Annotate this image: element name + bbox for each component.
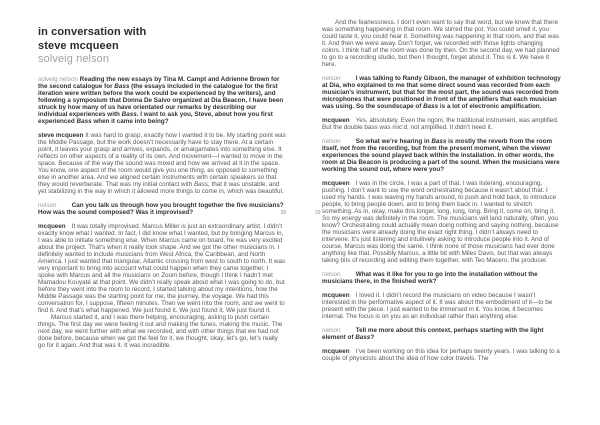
paragraph-text: It was hard to grasp, exactly how I wanted it to be. My starting point was the Middle Passage, but the work doesn’t necessarily have to stay there. At a certain point, it leaves your grasp and arrives, expands, or amalgamates into something else. It reflects on other aspects of a reality of its own. And movement—I wanted to move in the space. Because of the way the sound was mixed and how we arrived at it in the space. You know, one aspect of the room would give you one thing, as opposed to something else in another area. And we aligned certain instruments with certain speakers so that they would reverberate. That was my initial contact with Bass, that it was unstable, and yet stabilizing in the way in which it allowed more things to come in, which was beautiful. bbox=[38, 131, 286, 195]
speaker-label: mcqueen bbox=[322, 292, 350, 299]
interviewee-paragraph-continued bbox=[38, 314, 286, 349]
paragraph-text: I was in the circle, I was a part of that. I was listening, encouraging, pushing. I don’t want to use the word orchestrating because it wasn’t about that. I used my hands. I was waving my hands around, to push and hold back, to introduce people, to bring people down, and to bring them back in. I wanted to stretch something. As in, okay, make this longer, long, long, long. Bring it, come on, bring it. So my energy was definitely in the room. The musicians will land naturally, often, you know? Orchestrating could actually mean doing nothing and saying nothing, because the musicians were already doing the exact right thing. I didn’t always need to intervene. It’s just listening and intuitively asking to introduce people into it. And of course, Marcus was doing the same. I think none of those musicians had ever done anything like that. Possibly Marcus, a little bit with Miles Davis, but that was always taking bits of recording and editing them together, with Teo Macero, the producer. bbox=[322, 180, 559, 264]
speaker-label: mcqueen bbox=[322, 117, 350, 124]
interviewer-paragraph bbox=[322, 327, 562, 341]
interviewee-paragraph bbox=[322, 117, 562, 131]
article-title-line2: steve mcqueen bbox=[38, 39, 119, 52]
left-page-text bbox=[38, 76, 286, 349]
speaker-label: solveig nelson bbox=[38, 75, 78, 83]
speaker-label: mcqueen bbox=[322, 348, 350, 355]
interviewee-paragraph-continued bbox=[322, 19, 562, 68]
interviewee-paragraph bbox=[38, 223, 286, 314]
left-page-column bbox=[38, 26, 286, 356]
interviewee-paragraph bbox=[322, 180, 562, 264]
speaker-label: mcqueen bbox=[38, 222, 66, 230]
right-page-text bbox=[322, 19, 562, 362]
paragraph-text: So what we’re hearing in Bass is mostly the reverb from the room itself, not from the recording, but from the present moment, when the viewer experiences the sound played back within the installation. In other words, the room at Dia Beacon is producing a part of the sound. When the musicians were working the sound out, where were you? bbox=[322, 138, 560, 173]
interviewer-paragraph bbox=[322, 138, 562, 173]
page-number-right: 29 bbox=[315, 210, 321, 216]
speaker-label: nelson bbox=[38, 201, 57, 209]
article-title bbox=[38, 26, 286, 53]
interviewer-paragraph bbox=[322, 271, 562, 285]
article-title-line1: in conversation with bbox=[38, 26, 147, 38]
interviewer-paragraph bbox=[322, 75, 562, 110]
paragraph-text: It was totally improvised. Marcus Miller is just an extraordinary artist. I didn’t exactly know what I wanted. In fact, I did know what I wanted, but by bringing Marcus in, I was able to initiate something else. When Marcus came on board, he was very excited about the project. That’s when it really took shape. And we got the other musicians in. I definitely wanted to include musicians from West Africa, the Caribbean, and North America. I just wanted that triangular, Atlantic crossing from west to south to north. It was very important to bring into account what could happen when they came together. I spoke with Marcus and all the musicians on Zoom before, though I think I hadn’t met Mamadou Kouyaté at that point. We didn’t really speak about what I was going to do, but before they went into the room to record, I started talking about my intentions, how the Middle Passage was the starting point for me, the journey, the voyage. We had this conversation for, I suppose, fifteen minutes. Then we went into the room, and we went to find it. And that’s what happened. We just found it. We just found it. We just found it. bbox=[38, 222, 286, 314]
paragraph-text: Reading the new essays by Tina M. Campt and Adrienne Brown for the second catalogue for Bass (the essays included in the catalogue for the first iteration were written before the work could be experienced by the writers), and following a symposium that Donna De Salvo organized at Dia Beacon, I have been struck by how many of us have orientated our remarks by describing our individual experiences with Bass. I want to ask you, Steve, about how you first experienced Bass when it came into being? bbox=[38, 75, 284, 125]
page-number-left: 28 bbox=[280, 210, 286, 216]
interviewee-paragraph bbox=[322, 348, 562, 362]
interviewer-paragraph bbox=[38, 76, 286, 125]
paragraph-text: I’ve been working on this idea for perhaps twenty years. I was talking to a couple of physicists about the idea of how color travels. The bbox=[322, 348, 560, 362]
interviewee-paragraph bbox=[38, 132, 286, 195]
article-header bbox=[38, 26, 286, 67]
article-byline: solveig nelson bbox=[38, 53, 110, 65]
right-page-column bbox=[322, 19, 562, 369]
speaker-label: nelson bbox=[322, 138, 341, 145]
paragraph-text: Can you talk us through how you brought together the five musicians? How was the sound composed? Was it improvised? bbox=[38, 201, 284, 216]
paragraph-text: I loved it. I didn’t record the musicians on video because I wasn’t interested in the performative aspect of it. It was about the embodiment of it—to be present with the piece. I just wanted to be immersed in it. You know, it becomes internal. The focus is on you as an individual rather than anything else. bbox=[322, 292, 553, 320]
paragraph-text: Yes, absolutely. Even the ngoni, the traditional instrument, was amplified. But the double bass was mic’d, not amplified. It didn’t need it. bbox=[322, 117, 559, 131]
speaker-label: nelson bbox=[322, 75, 341, 82]
paragraph-text: Marcus started it, and I was there helping, encouraging, asking to push certain things. The first day we were feeling it out and making the tunes, making the music. The next day, we went further with what we recorded, and with other things that we had not done before, because when we got the feel for it, we thought, okay, let’s go, let’s really go for it again. And that was it. It was incredible. bbox=[38, 313, 283, 349]
paragraph-text: Tell me more about this context, perhaps starting with the light element of Bass? bbox=[322, 327, 544, 341]
speaker-label: nelson bbox=[322, 271, 341, 278]
paragraph-text: I was talking to Randy Gibson, the manager of exhibition technology at Dia, who explained to me that some direct sound was recorded from each musician’s instrument, but that for the most part, the sound was recorded from microphones that were positioned in front of the amplifiers that each musician was using. So the soundscape of Bass is a lot of electronic amplification. bbox=[322, 75, 561, 110]
speaker-label: nelson bbox=[322, 327, 341, 334]
interviewer-paragraph bbox=[38, 202, 286, 216]
speaker-label: steve mcqueen bbox=[38, 131, 84, 139]
interviewee-paragraph bbox=[322, 292, 562, 320]
paragraph-text: What was it like for you to go into the installation without the musicians there, in the finished work? bbox=[322, 271, 538, 285]
paragraph-text: And the fearlessness. I don’t even want to say that word, but we knew that there was something happening in that room. We stirred the pot. You could smell it, you could taste it, you could hear it. Something was happening in that room, and that was it. And then we were away. Don’t forget, we recorded with those lights changing colors. I think half of the room was done by then. On the second day, we had planned to go to a recording studio, but then I thought, forget about it. This is it. We have it here. bbox=[322, 19, 560, 68]
speaker-label: mcqueen bbox=[322, 180, 350, 187]
